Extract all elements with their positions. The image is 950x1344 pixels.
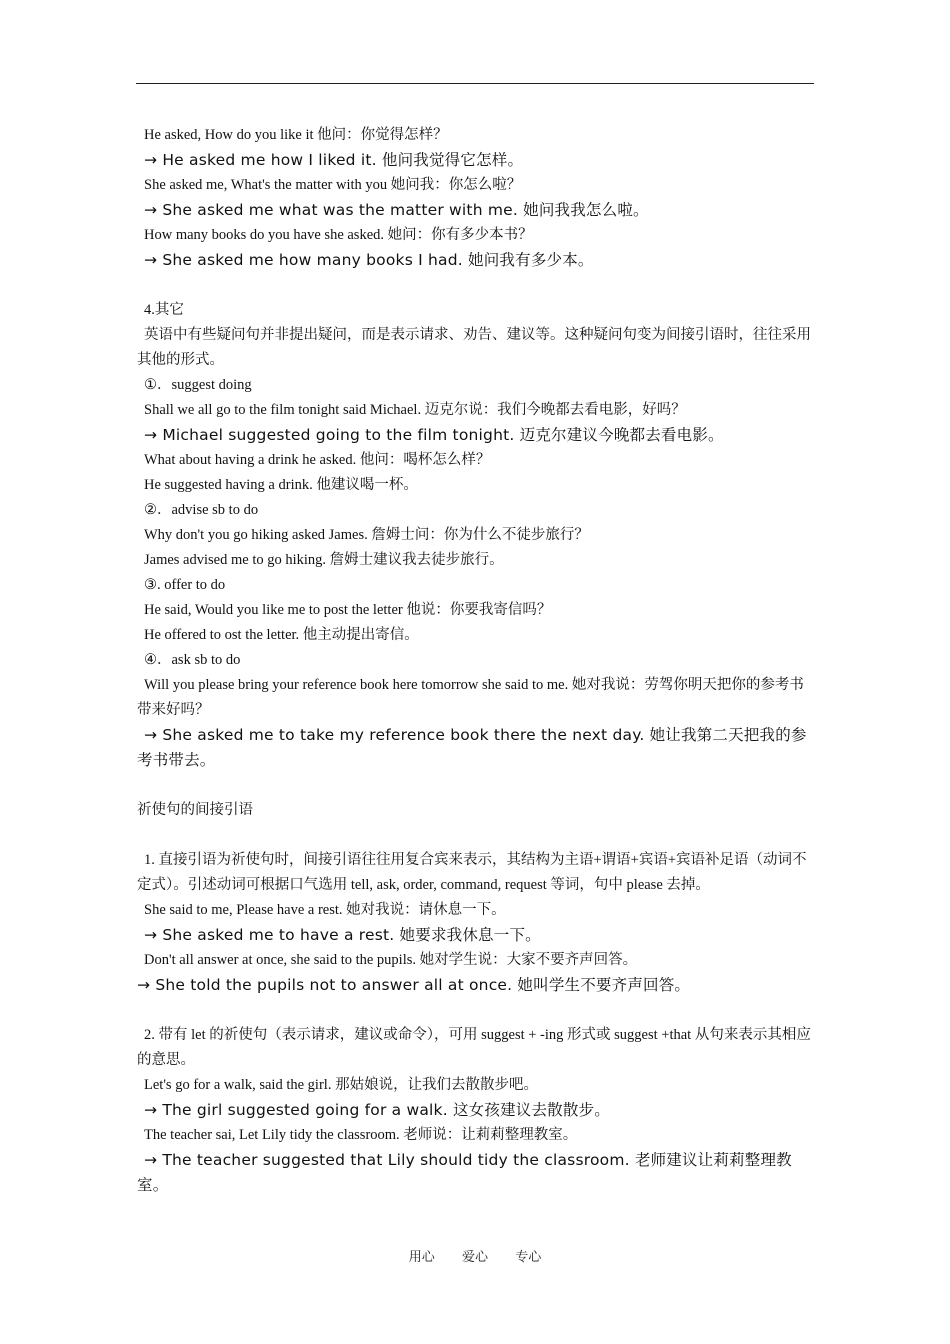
- sub-heading: ③. offer to do: [144, 577, 226, 593]
- footer-item: 专心: [515, 1249, 542, 1264]
- paragraph: 1. 直接引语为祈使句时，间接引语往往用复合宾来表示，其结构为主语+谓语+宾语+宾语补足语（动词不定式）。引述动词可根据口气选用 tell, ask, order, command, request 等词，句中 please 去掉。: [137, 852, 807, 893]
- example-line: She said to me, Please have a rest. 她对我说：请休息一下。: [144, 902, 506, 918]
- example-line: He said, Would you like me to post the letter 他说：你要我寄信吗？: [144, 602, 552, 618]
- example-line: She asked me, What's the matter with you 她问我：你怎么啦？: [144, 177, 522, 193]
- example-line: Let's go for a walk, said the girl. 那姑娘说，让我们去散散步吧。: [144, 1077, 539, 1093]
- example-line: Will you please bring your reference book here tomorrow she said to me. 她对我说：劳驾你明天把你的参考书带来好吗？: [137, 677, 804, 718]
- example-line: James advised me to go hiking. 詹姆士建议我去徒步旅行。: [144, 552, 504, 568]
- section-heading: 4.其它: [144, 302, 184, 318]
- converted-line: → The girl suggested going for a walk. 这女孩建议去散散步。: [144, 1101, 610, 1119]
- example-line: He offered to ost the letter. 他主动提出寄信。: [144, 627, 419, 643]
- footer-item: 用心: [408, 1249, 435, 1264]
- example-line: Shall we all go to the film tonight said Michael. 迈克尔说：我们今晚都去看电影，好吗？: [144, 402, 686, 418]
- example-line: Don't all answer at once, she said to the pupils. 她对学生说：大家不要齐声回答。: [144, 952, 638, 968]
- page-footer: [0, 1248, 950, 1266]
- converted-line: → She asked me to take my reference book there the next day. 她让我第二天把我的参考书带去。: [137, 726, 807, 769]
- example-line: The teacher sai, Let Lily tidy the classroom. 老师说：让莉莉整理教室。: [144, 1127, 578, 1143]
- converted-line: → She asked me what was the matter with me. 她问我我怎么啦。: [144, 201, 649, 219]
- example-line: How many books do you have she asked. 她问：你有多少本书？: [144, 227, 533, 243]
- sub-heading: ④．ask sb to do: [144, 652, 241, 668]
- converted-line: → She asked me to have a rest. 她要求我休息一下。: [144, 926, 541, 944]
- converted-line: → The teacher suggested that Lily should tidy the classroom. 老师建议让莉莉整理教室。: [137, 1151, 792, 1194]
- document-body: [137, 123, 815, 1198]
- converted-line: → She told the pupils not to answer all at once. 她叫学生不要齐声回答。: [137, 976, 691, 994]
- example-line: What about having a drink he asked. 他问：喝杯怎么样？: [144, 452, 491, 468]
- converted-line: → He asked me how I liked it. 他问我觉得它怎样。: [144, 151, 524, 169]
- example-line: He suggested having a drink. 他建议喝一杯。: [144, 477, 418, 493]
- header-rule: [136, 83, 814, 84]
- section-heading: 祈使句的间接引语: [137, 802, 253, 818]
- paragraph: 2. 带有 let 的祈使句（表示请求，建议或命令），可用 suggest + -ing 形式或 suggest +that 从句来表示其相应的意思。: [137, 1027, 811, 1068]
- converted-line: → Michael suggested going to the film tonight. 迈克尔建议今晚都去看电影。: [144, 426, 724, 444]
- sub-heading: ②．advise sb to do: [144, 502, 259, 518]
- paragraph: 英语中有些疑问句并非提出疑问，而是表示请求、劝告、建议等。这种疑问句变为间接引语时，往往采用其他的形式。: [137, 327, 811, 368]
- footer-item: 爱心: [461, 1249, 488, 1264]
- example-line: He asked, How do you like it 他问：你觉得怎样？: [144, 127, 448, 143]
- converted-line: → She asked me how many books I had. 她问我有多少本。: [144, 251, 594, 269]
- example-line: Why don't you go hiking asked James. 詹姆士问：你为什么不徒步旅行？: [144, 527, 589, 543]
- sub-heading: ①．suggest doing: [144, 377, 252, 393]
